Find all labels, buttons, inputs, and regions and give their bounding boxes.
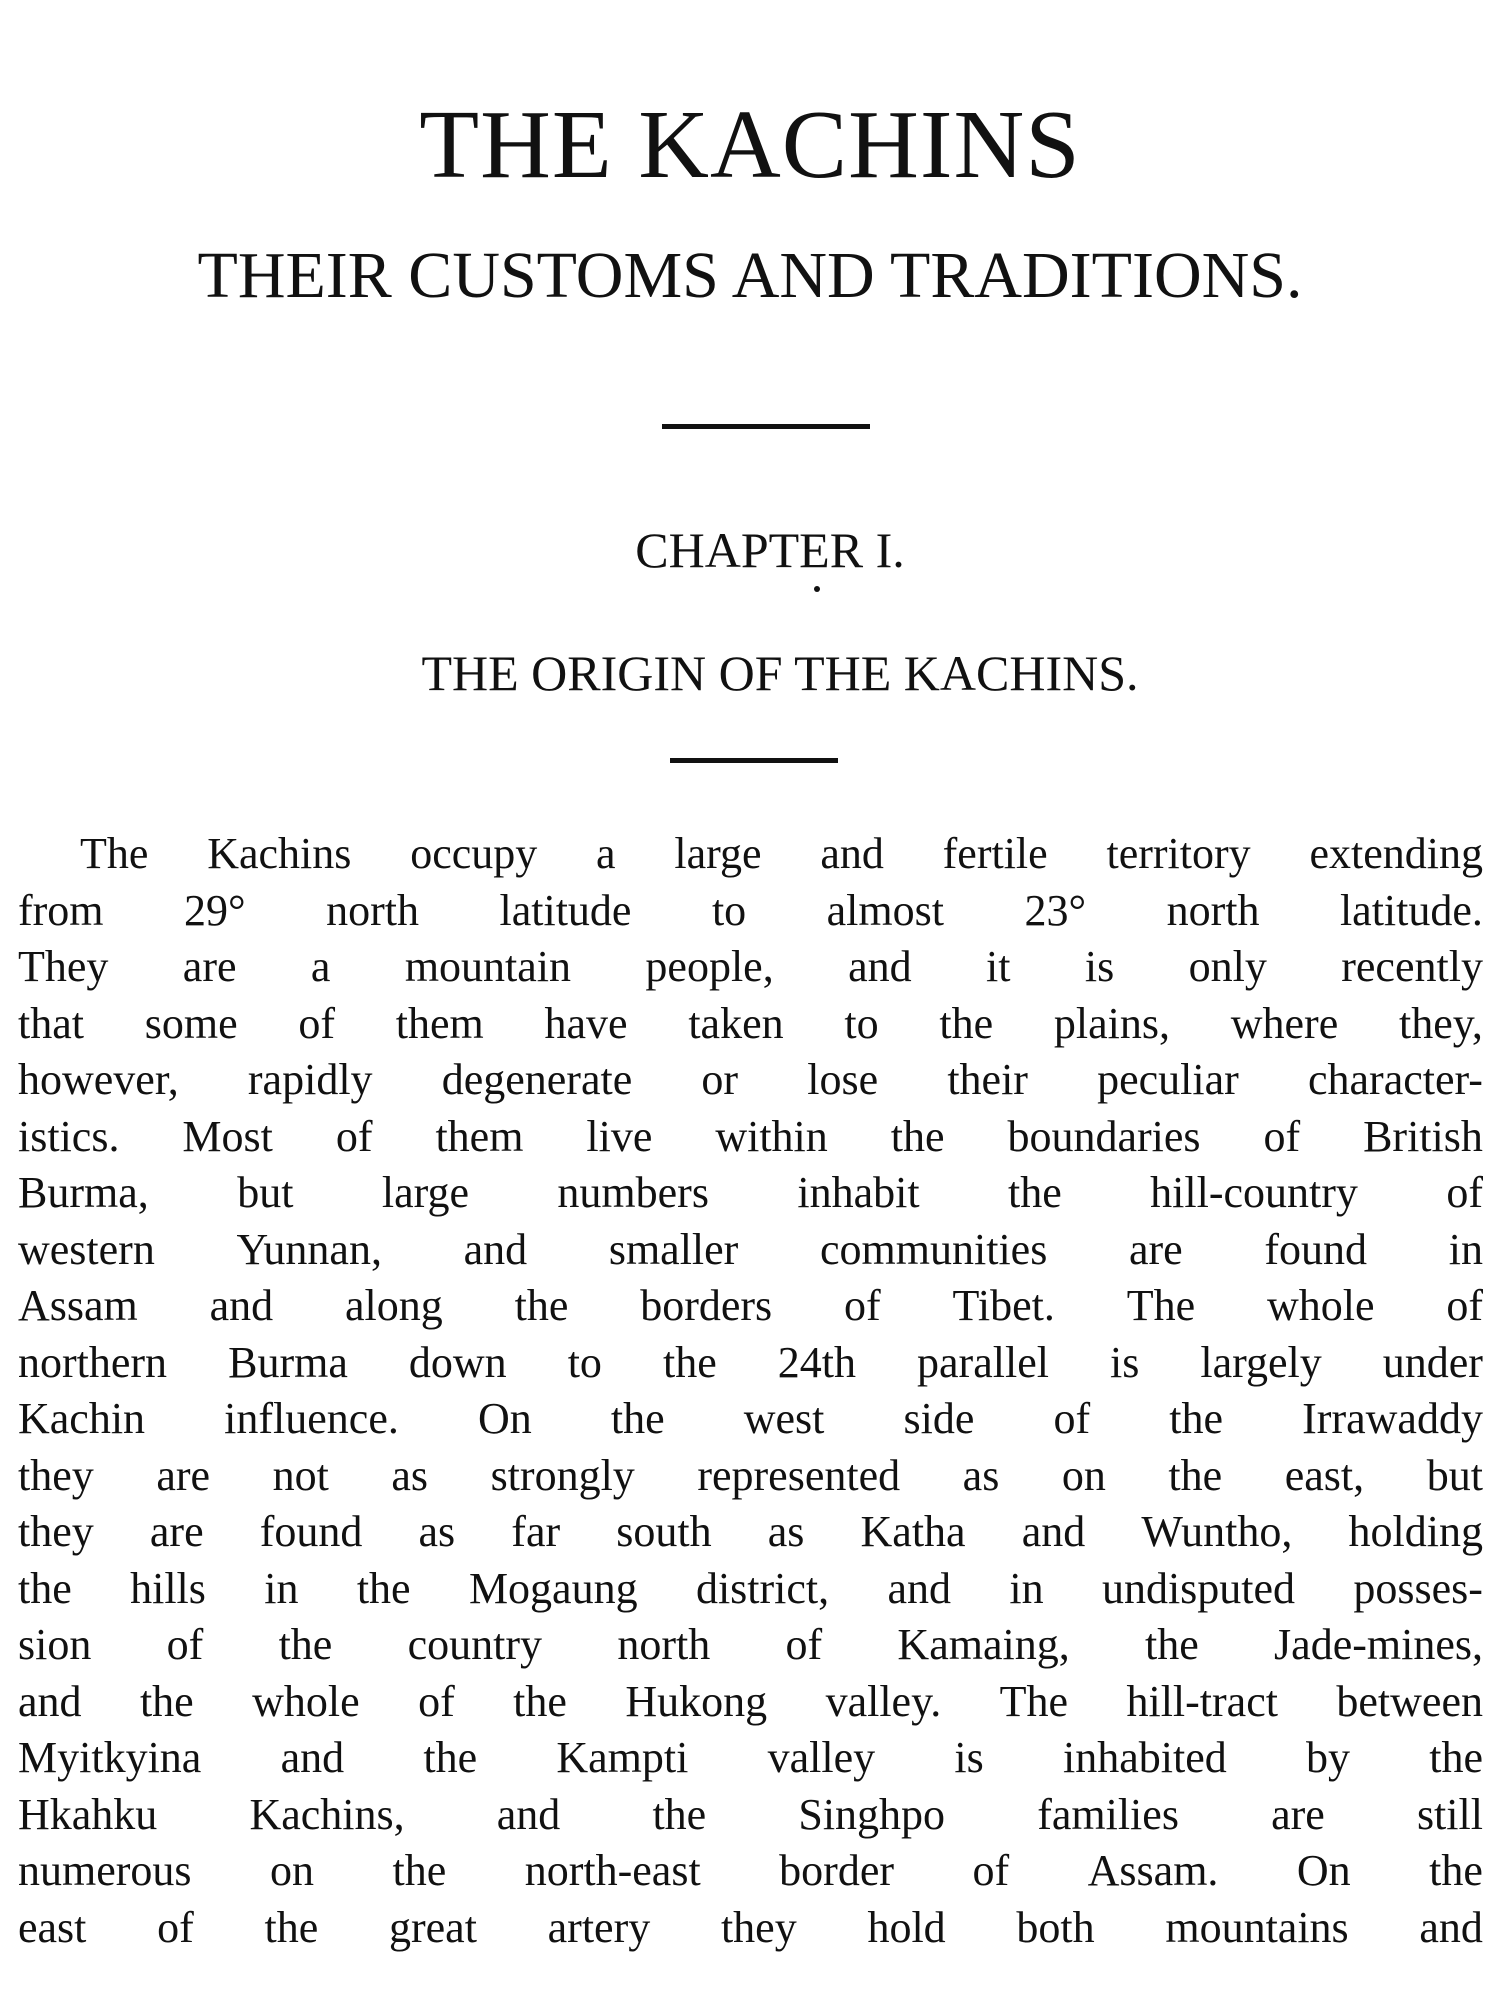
text-line: Burma, but large numbers inhabit the hill-country of xyxy=(18,1168,1483,1217)
body-text xyxy=(18,826,1483,1956)
text-line: istics. Most of them live within the boundaries of British xyxy=(18,1111,1483,1161)
text-line: they are found as far south as Katha and Wuntho, holding xyxy=(18,1507,1483,1556)
decorative-dot xyxy=(814,586,820,592)
text-line: however, rapidly degenerate or lose their peculiar character- xyxy=(18,1055,1483,1104)
text-line: that some of them have taken to the plains, where they, xyxy=(18,998,1483,1048)
text-line: east of the great artery they hold both mountains and xyxy=(18,1902,1483,1952)
text-line: sion of the country north of Kamaing, the Jade-mines, xyxy=(18,1620,1483,1669)
section-divider xyxy=(670,758,838,763)
chapter-heading: CHAPTER I. xyxy=(635,522,905,578)
text-line: the hills in the Mogaung district, and in undisputed posses- xyxy=(18,1563,1483,1613)
text-line: northern Burma down to the 24th parallel is largely under xyxy=(18,1337,1483,1387)
text-line: western Yunnan, and smaller communities are found in xyxy=(18,1224,1483,1274)
text-line: Hkahku Kachins, and the Singhpo families are still xyxy=(18,1789,1483,1839)
text-line: The Kachins occupy a large and fertile territory extending xyxy=(80,829,1483,878)
text-line: Kachin influence. On the west side of the Irrawaddy xyxy=(18,1394,1483,1443)
text-line: from 29° north latitude to almost 23° north latitude. xyxy=(18,885,1483,935)
text-line: and the whole of the Hukong valley. The hill-tract between xyxy=(18,1676,1483,1726)
text-line: numerous on the north-east border of Assam. On the xyxy=(18,1846,1483,1895)
title-divider xyxy=(662,424,870,429)
text-line: They are a mountain people, and it is only recently xyxy=(18,942,1483,991)
text-line: Assam and along the borders of Tibet. The whole of xyxy=(18,1281,1483,1330)
text-line: they are not as strongly represented as on the east, but xyxy=(18,1450,1483,1500)
section-title: THE ORIGIN OF THE KACHINS. xyxy=(421,645,1139,701)
book-subtitle: THEIR CUSTOMS AND TRADITIONS. xyxy=(197,239,1303,312)
text-line: Myitkyina and the Kampti valley is inhabited by the xyxy=(18,1733,1483,1782)
book-title: THE KACHINS xyxy=(419,91,1081,199)
